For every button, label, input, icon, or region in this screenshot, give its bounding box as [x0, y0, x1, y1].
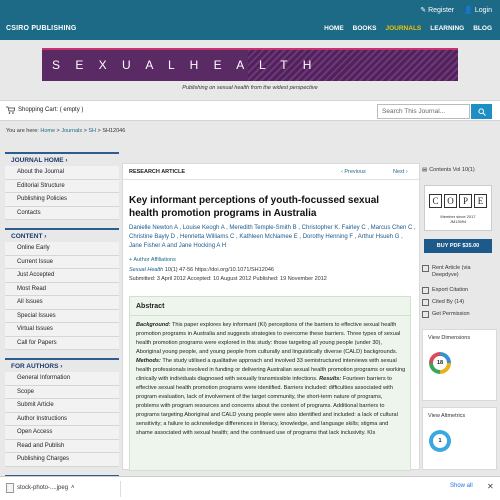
journal-tagline: Publishing on sexual health from the widest perspective — [182, 85, 318, 91]
article-header-row — [123, 164, 419, 180]
export-citation-link[interactable]: Export Citation — [422, 287, 497, 294]
abstract-box — [129, 296, 411, 471]
doi-citation[interactable]: 10(1) 47-56 https://doi.org/10.1071/SH12046 — [164, 267, 274, 273]
register-link[interactable] — [420, 6, 454, 14]
export-icon — [422, 287, 429, 294]
rent-icon — [422, 265, 429, 272]
top-bar — [0, 0, 500, 40]
nav-books[interactable]: BOOKS — [352, 25, 377, 32]
article-panel — [122, 163, 420, 470]
section-for-authors[interactable]: FOR AUTHORS › — [5, 358, 119, 372]
cope-membership: Member since 2017 JM13994 — [440, 214, 476, 224]
chevron-right-icon: › — [44, 233, 47, 240]
download-bar — [0, 476, 500, 500]
sidebar-item-scope[interactable]: Scope — [5, 386, 119, 400]
cope-logo: C O P E — [429, 194, 487, 208]
sidebar-item-contacts[interactable]: Contacts — [5, 207, 119, 221]
altmetric-badge[interactable] — [429, 430, 451, 452]
sidebar-item-most-read[interactable]: Most Read — [5, 283, 119, 297]
breadcrumb-prefix: You are here: — [6, 128, 39, 134]
show-all-button[interactable]: Show all — [450, 483, 473, 489]
breadcrumb-current: SH12046 — [102, 128, 126, 134]
author-affiliations-toggle[interactable]: + Author Affiliations — [129, 257, 176, 263]
file-icon — [6, 483, 14, 493]
section-journal-home[interactable]: JOURNAL HOME › — [5, 152, 119, 166]
sidebar-item-general-information[interactable]: General Information — [5, 372, 119, 386]
search-input[interactable]: Search This Journal... — [377, 104, 470, 119]
next-link[interactable]: Next › — [393, 169, 408, 175]
dimensions-count: 18 — [433, 356, 447, 370]
search-icon — [478, 108, 486, 116]
abstract-text: Background: This paper explores key informant (KI) perceptions of the barriers to effective sexual health promotion programs in Australia and suggests strategies to overcome these barriers. Three types of sexual health promotion programs were explored in this study: those targeting all young people (under 30), Aboriginal young people, and young people from culturally and linguistically diverse (CALD) backgrounds. Methods: The study utilised a qualitative approach and involved 33 semistructured interviews with sexual health professionals involved in funding or delivering Australian sexual health promotion programs or working clinically with individuals diagnosed with sexually transmissible infections. Results: Fourteen barriers to effective sexual health promotion programs were identified. Barriers included: difficulties associated with program evaluation, lack of involvement of the target community, the short-term nature of programs, problems with program resources and concerns about the content of programs. Additional barriers to programs targeting Aboriginal and CALD young people were also identified and included: a lack of cultural sensitivity; a failure to acknowledge differences in literacy, knowledge, and language skills; stigma and shame associated with sexual health; and the continued use of programs that lack inclusivity. KIs — [136, 322, 406, 436]
user-icon: 👤 — [464, 7, 473, 14]
chevron-right-icon: › — [65, 157, 68, 164]
cope-badge[interactable] — [424, 185, 492, 231]
get-permission-link[interactable]: Get Permission — [422, 311, 497, 318]
cart-label: Shopping Cart: ( empty ) — [18, 107, 84, 113]
cited-by-link[interactable]: Cited By (14) — [422, 299, 497, 306]
cited-icon — [422, 299, 429, 306]
rent-article-link[interactable]: Rent Article (via Deepdyve) — [422, 265, 497, 279]
close-icon[interactable]: ✕ — [487, 482, 494, 491]
left-sidebar — [5, 152, 119, 470]
login-link[interactable] — [464, 6, 492, 14]
sidebar-item-online-early[interactable]: Online Early — [5, 242, 119, 256]
abstract-heading: Abstract — [136, 303, 165, 310]
breadcrumb: You are here: Home > Journals > SH > SH12046 — [6, 128, 126, 134]
sidebar-item-call-for-papers[interactable]: Call for Papers — [5, 337, 119, 351]
nav-learning[interactable]: LEARNING — [430, 25, 465, 32]
author-list[interactable]: Danielle Newton A , Louise Keogh A , Meredith Temple-Smith B , Christopher K. Fairley C , Marcus Chen C , Christine Bayly D , Henrietta Williams C , Kathleen McNamee E , Dorothy Henning F , Arthur Hsueh G , Jane Fisher A and Jane Hocking A H — [129, 225, 416, 249]
main-nav — [324, 25, 492, 32]
sidebar-item-read-and-publish[interactable]: Read and Publish — [5, 440, 119, 454]
permission-icon — [422, 311, 429, 318]
nav-journals[interactable]: JOURNALS — [385, 25, 422, 32]
sidebar-item-submit-article[interactable]: Submit Article — [5, 399, 119, 413]
utility-links — [420, 6, 492, 14]
chevron-up-icon[interactable]: ˄ — [71, 485, 75, 491]
download-filename: stock-photo-....jpeg — [17, 485, 69, 491]
cart-search-row — [0, 100, 500, 121]
citation-line — [129, 267, 274, 273]
right-sidebar — [422, 163, 497, 470]
previous-link[interactable]: ‹ Previous — [341, 169, 366, 175]
sidebar-item-editorial[interactable]: Editorial Structure — [5, 180, 119, 194]
chevron-right-icon: › — [60, 363, 63, 370]
breadcrumb-sh[interactable]: SH — [88, 128, 97, 134]
journal-name[interactable]: Sexual Health — [129, 267, 164, 273]
altmetrics-box — [422, 407, 497, 470]
altmetric-score: 1 — [433, 434, 447, 448]
register-label: Register — [428, 6, 455, 14]
sidebar-item-all-issues[interactable]: All Issues — [5, 296, 119, 310]
nav-blog[interactable]: BLOG — [473, 25, 492, 32]
document-icon: ▤ — [422, 167, 428, 173]
sidebar-item-author-instructions[interactable]: Author Instructions — [5, 413, 119, 427]
contents-link[interactable]: ▤ Contents Vol 10(1) — [422, 167, 475, 173]
brand-logo[interactable]: CSIRO PUBLISHING — [6, 25, 77, 32]
article-dates: Submitted: 3 April 2012 Accepted: 10 August 2012 Published: 19 November 2012 — [129, 276, 327, 282]
section-content[interactable]: CONTENT › — [5, 228, 119, 242]
sidebar-item-open-access[interactable]: Open Access — [5, 426, 119, 440]
download-item[interactable] — [6, 483, 75, 493]
sidebar-item-virtual-issues[interactable]: Virtual Issues — [5, 323, 119, 337]
pencil-icon: ✎ — [420, 7, 427, 14]
breadcrumb-home[interactable]: Home — [40, 128, 56, 134]
journal-banner[interactable] — [42, 48, 458, 81]
shopping-cart[interactable] — [6, 106, 83, 114]
dimensions-badge[interactable] — [429, 352, 451, 374]
article-type: RESEARCH ARTICLE — [129, 169, 186, 175]
breadcrumb-journals[interactable]: Journals — [61, 128, 83, 134]
buy-pdf-button[interactable]: BUY PDF $35.00 — [424, 239, 492, 253]
sidebar-item-just-accepted[interactable]: Just Accepted — [5, 269, 119, 283]
view-dimensions-label[interactable]: View Dimensions — [428, 335, 471, 341]
login-label: Login — [474, 6, 492, 14]
banner-area — [0, 40, 500, 97]
sidebar-item-special-issues[interactable]: Special Issues — [5, 310, 119, 324]
dimensions-box — [422, 329, 497, 401]
banner-title: S E X U A L H E A L T H — [52, 58, 318, 72]
sidebar-item-current-issue[interactable]: Current Issue — [5, 256, 119, 270]
nav-home[interactable]: HOME — [324, 25, 344, 32]
view-altmetrics-label[interactable]: View Altmetrics — [428, 413, 466, 419]
sidebar-item-publishing-charges[interactable]: Publishing Charges — [5, 453, 119, 467]
sidebar-item-policies[interactable]: Publishing Policies — [5, 193, 119, 207]
cart-icon — [6, 106, 15, 114]
article-title: Key informant perceptions of youth-focussed sexual health promotion programs in Australia — [129, 195, 380, 219]
sidebar-item-about[interactable]: About the Journal — [5, 166, 119, 180]
search-button[interactable] — [471, 104, 492, 119]
